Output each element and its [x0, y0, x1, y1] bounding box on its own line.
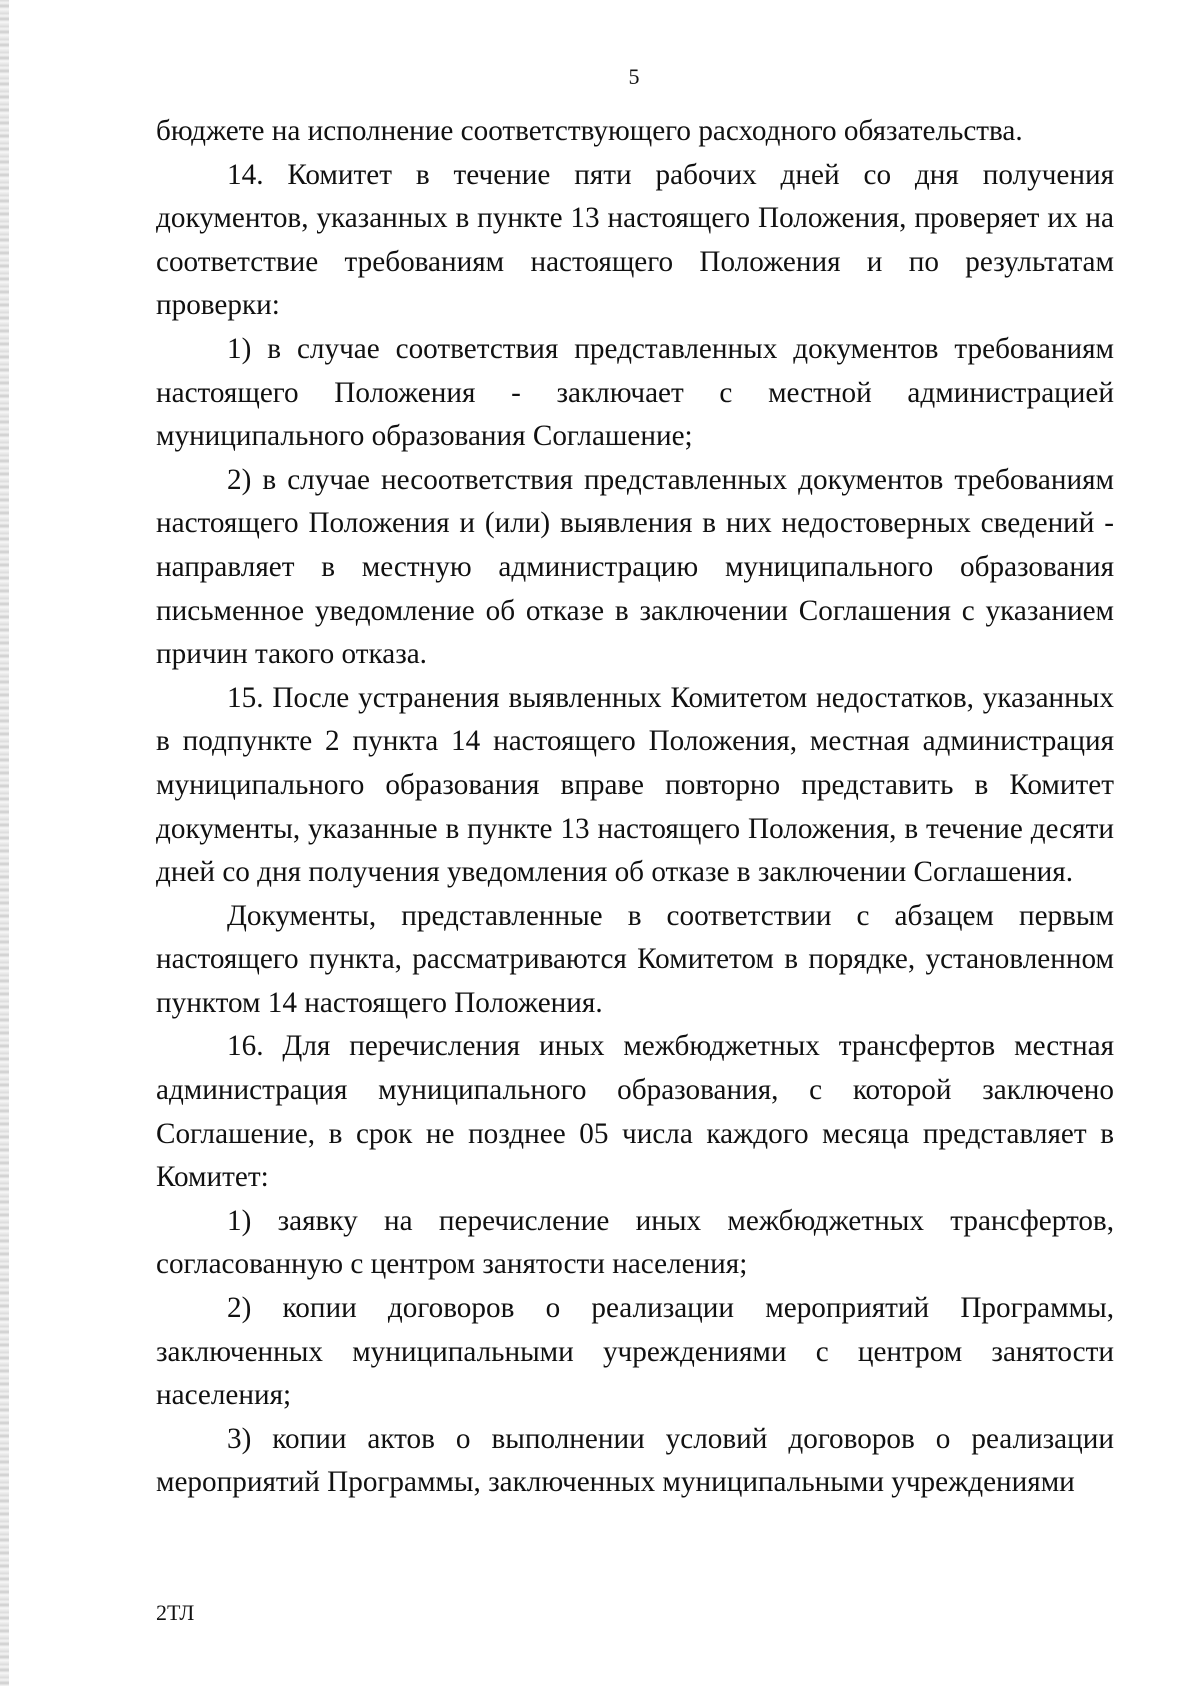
- scan-edge: [0, 0, 9, 1686]
- paragraph-item-15: 15. После устранения выявленных Комитетом недостатков, указанных в подпункте 2 пункта 14 настоящего Положения, местная администрация муниципального образования вправе повторно представить в Комитет документы, указанные в пункте 13 настоящего Положения, в течение десяти дней со дня получения уведомления об отказе в заключении Соглашения.: [156, 681, 1114, 889]
- paragraph-item-16: 16. Для перечисления иных межбюджетных трансфертов местная администрация муниципального образования, с которой заключено Соглашение, в срок не позднее 05 числа каждого месяца представляет в Комитет:: [156, 1030, 1114, 1194]
- page-number: 5: [628, 64, 640, 89]
- footer-code: 2ТЛ: [156, 1600, 195, 1625]
- paragraph-item-14-1: 1) в случае соответствия представленных документов требованиям настоящего Положения - заключает с местной администрацией муниципального образования Соглашение;: [156, 332, 1114, 453]
- paragraph-item-14: 14. Комитет в течение пяти рабочих дней со дня получения документов, указанных в пункте 13 настоящего Положения, проверяет их на соответствие требованиям настоящего Положения и по результатам проверки:: [156, 158, 1114, 322]
- paragraph-item-16-2: 2) копии договоров о реализации мероприятий Программы, заключенных муниципальными учреждениями с центром занятости населения;: [156, 1292, 1114, 1412]
- document-body: [156, 110, 1114, 1505]
- paragraph-item-15-second: Документы, представленные в соответствии с абзацем первым настоящего пункта, рассматриваются Комитетом в порядке, установленном пунктом 14 настоящего Положения.: [156, 899, 1114, 1019]
- paragraph-continuation: бюджете на исполнение соответствующего расходного обязательства.: [156, 115, 1023, 147]
- paragraph-item-14-2: 2) в случае несоответствия представленных документов требованиям настоящего Положения и (или) выявления в них недостоверных сведений - направляет в местную администрацию муниципального образования письменное уведомление об отказе в заключении Соглашения с указанием причин такого отказа.: [156, 463, 1114, 671]
- paragraph-item-16-1: 1) заявку на перечисление иных межбюджетных трансфертов, согласованную с центром занятости населения;: [156, 1204, 1114, 1281]
- paragraph-item-16-3: 3) копии актов о выполнении условий договоров о реализации мероприятий Программы, заключенных муниципальными учреждениями: [156, 1422, 1114, 1499]
